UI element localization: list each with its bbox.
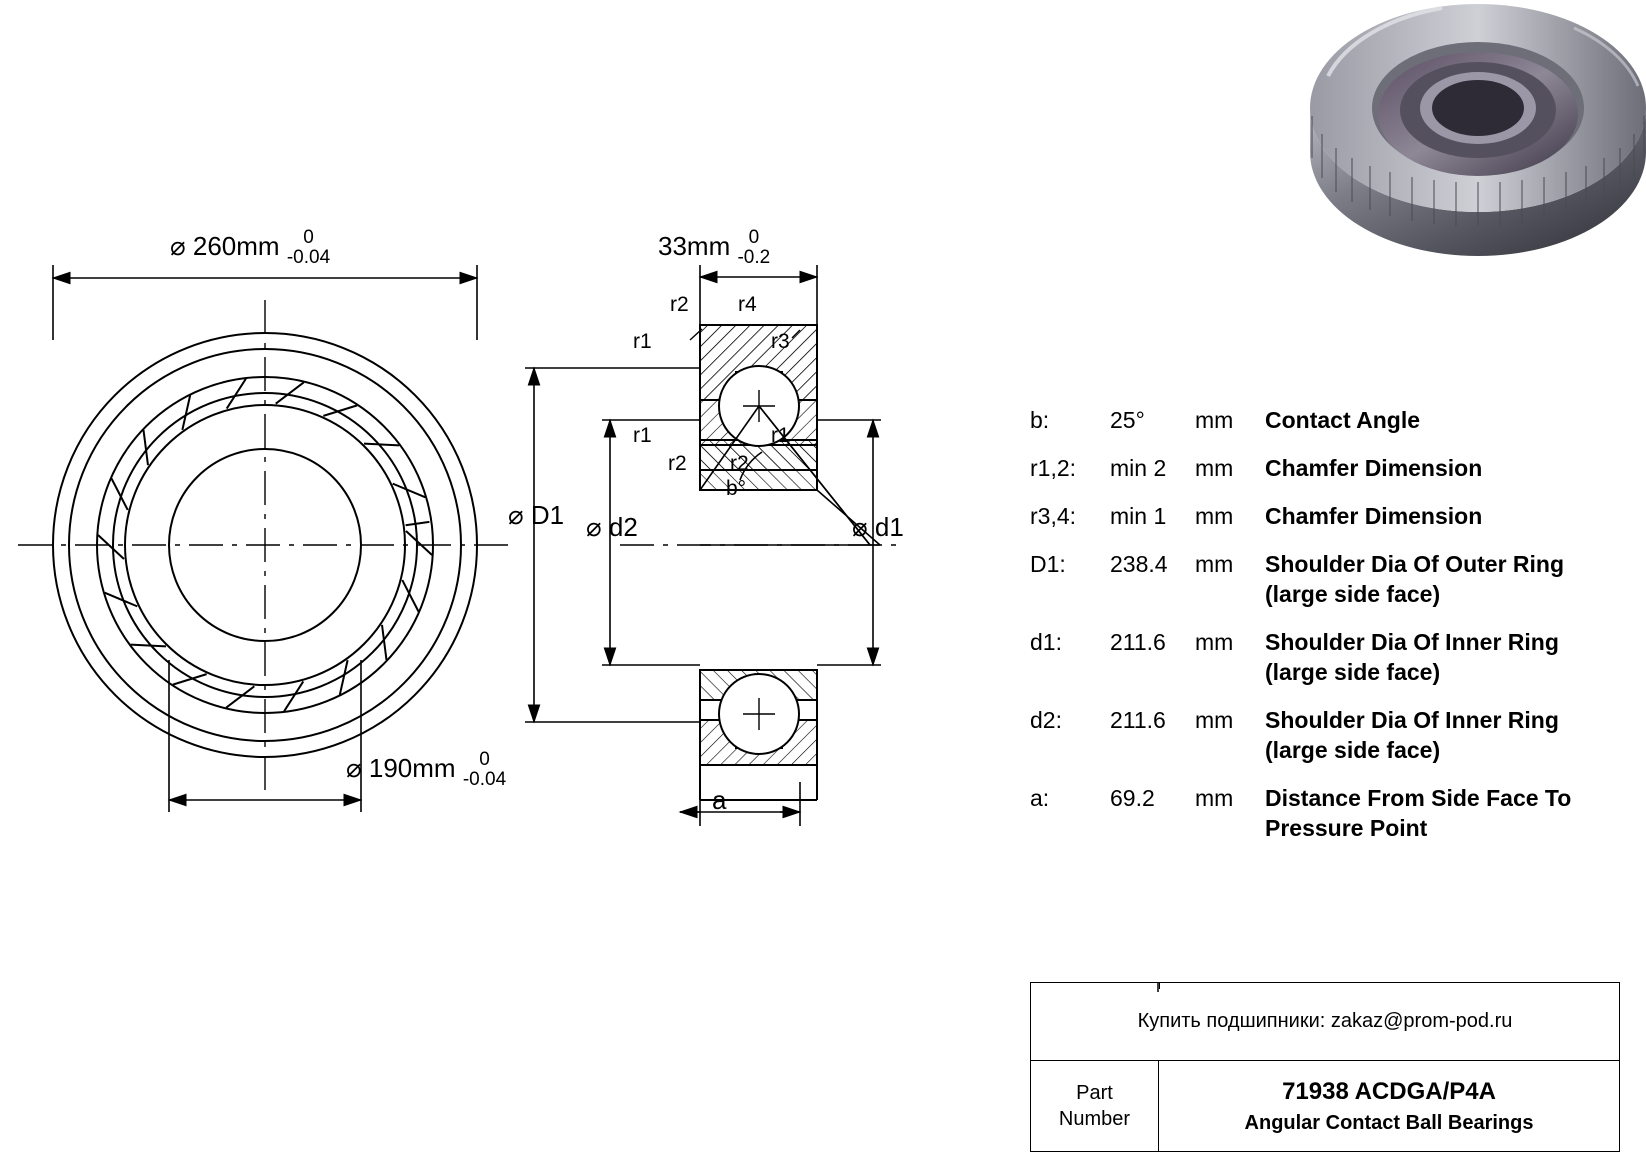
- label-r4-top-right: r4: [738, 293, 757, 316]
- part-label-line1: Part: [1076, 1082, 1113, 1104]
- spec-description-line1: Shoulder Dia Of Inner Ring: [1265, 629, 1559, 655]
- specification-table: [1030, 405, 1620, 861]
- dim-width: [700, 265, 817, 330]
- part-number-value: [1159, 1061, 1619, 1151]
- front-centerlines: [18, 300, 512, 790]
- spec-description-line1: Chamfer Dimension: [1265, 455, 1483, 481]
- label-r1-left-top: r1: [633, 330, 652, 353]
- label-d2: ⌀ d2: [586, 512, 638, 542]
- spec-description: [1265, 705, 1620, 765]
- part-number: 71938 ACDGA/P4A: [1282, 1077, 1496, 1105]
- spec-description: [1265, 549, 1620, 609]
- spec-unit: mm: [1195, 407, 1234, 433]
- label-a: a: [712, 785, 727, 815]
- part-label-line2: Number: [1058, 1108, 1131, 1130]
- width-dim-tol-lower: -0.2: [737, 247, 771, 268]
- spec-symbol: r3,4:: [1030, 503, 1077, 529]
- label-r2-top-left: r2: [670, 293, 689, 316]
- spec-row-a: [1030, 783, 1620, 843]
- spec-description: [1265, 405, 1620, 435]
- spec-description-line2: (large side face): [1265, 659, 1441, 685]
- spec-unit: mm: [1195, 551, 1234, 577]
- spec-unit: mm: [1195, 785, 1234, 811]
- title-block-tick: [1159, 983, 1160, 989]
- label-d1: ⌀ d1: [852, 512, 904, 542]
- spec-value: 211.6: [1110, 707, 1166, 733]
- bore-dim-symbol: ⌀: [346, 752, 362, 783]
- width-dim-tol-upper: 0: [748, 227, 760, 248]
- bore-dim-tol-lower: -0.04: [462, 769, 507, 790]
- label-r2-inner-lower: r2: [730, 452, 749, 475]
- spec-description-line1: Distance From Side Face To: [1265, 785, 1572, 811]
- spec-description-line1: Shoulder Dia Of Outer Ring: [1265, 551, 1565, 577]
- part-type: Angular Contact Ball Bearings: [1244, 1111, 1534, 1134]
- label-contact-angle-b: b°: [726, 477, 747, 500]
- spec-symbol: D1:: [1030, 551, 1066, 577]
- spec-symbol: d1:: [1030, 629, 1062, 655]
- spec-unit: mm: [1195, 629, 1234, 655]
- spec-unit: mm: [1195, 503, 1234, 529]
- bore-dim-value: 190mm: [368, 752, 456, 783]
- label-r1-left-mid: r1: [633, 424, 652, 447]
- label-D1: ⌀ D1: [508, 500, 565, 530]
- dim-a: [680, 782, 800, 826]
- outer-dim-tol-upper: 0: [303, 227, 314, 248]
- spec-value: min 2: [1110, 455, 1167, 481]
- title-block: [1030, 982, 1620, 1152]
- front-view: [18, 265, 512, 812]
- spec-unit: mm: [1195, 455, 1234, 481]
- spec-symbol: a:: [1030, 785, 1050, 811]
- spec-value: 69.2: [1110, 785, 1155, 811]
- front-outer-dim-label: [170, 228, 330, 268]
- spec-symbol: d2:: [1030, 707, 1062, 733]
- outer-dim-value: 260mm: [192, 230, 280, 261]
- width-dim-value: 33mm: [658, 230, 731, 261]
- spec-value: 238.4: [1110, 551, 1168, 577]
- spec-row-r34: [1030, 501, 1620, 531]
- front-bore-dim-label: [346, 750, 506, 790]
- spec-description-line1: Shoulder Dia Of Inner Ring: [1265, 707, 1559, 733]
- outer-dim-tol-lower: -0.04: [286, 247, 331, 268]
- spec-description-line2: Pressure Point: [1265, 815, 1428, 841]
- spec-symbol: r1,2:: [1030, 455, 1077, 481]
- spec-description-line1: Contact Angle: [1265, 407, 1421, 433]
- spec-description: [1265, 783, 1620, 843]
- bore-dim-tol-upper: 0: [479, 749, 490, 770]
- dim-D1: [525, 368, 700, 722]
- bearing-3d-render: [1310, 4, 1646, 256]
- outer-dim-symbol: ⌀: [170, 230, 186, 261]
- contact-text: Купить подшипники: zakaz@prom-pod.ru: [1137, 1010, 1513, 1032]
- spec-value: 25°: [1110, 407, 1145, 433]
- spec-row-d2: [1030, 705, 1620, 765]
- part-number-label: [1031, 1061, 1159, 1151]
- spec-description: [1265, 627, 1620, 687]
- spec-description-line1: Chamfer Dimension: [1265, 503, 1483, 529]
- spec-description-line2: (large side face): [1265, 581, 1441, 607]
- spec-value: min 1: [1110, 503, 1167, 529]
- spec-value: 211.6: [1110, 629, 1166, 655]
- label-r1-right-mid: r1: [771, 424, 790, 447]
- label-r3-right-top: r3: [771, 330, 790, 353]
- spec-description: [1265, 501, 1620, 531]
- label-r2-left-lower: r2: [668, 452, 687, 475]
- section-view: [525, 265, 905, 826]
- section-width-dim-label: [658, 228, 770, 268]
- spec-row-b: [1030, 405, 1620, 435]
- spec-symbol: b:: [1030, 407, 1050, 433]
- spec-description: [1265, 453, 1620, 483]
- spec-row-r12: [1030, 453, 1620, 483]
- title-block-part-row: [1031, 1061, 1619, 1151]
- title-block-contact-row: [1031, 983, 1619, 1061]
- spec-unit: mm: [1195, 707, 1234, 733]
- spec-description-line2: (large side face): [1265, 737, 1441, 763]
- spec-row-d1: [1030, 627, 1620, 687]
- spec-row-D1: [1030, 549, 1620, 609]
